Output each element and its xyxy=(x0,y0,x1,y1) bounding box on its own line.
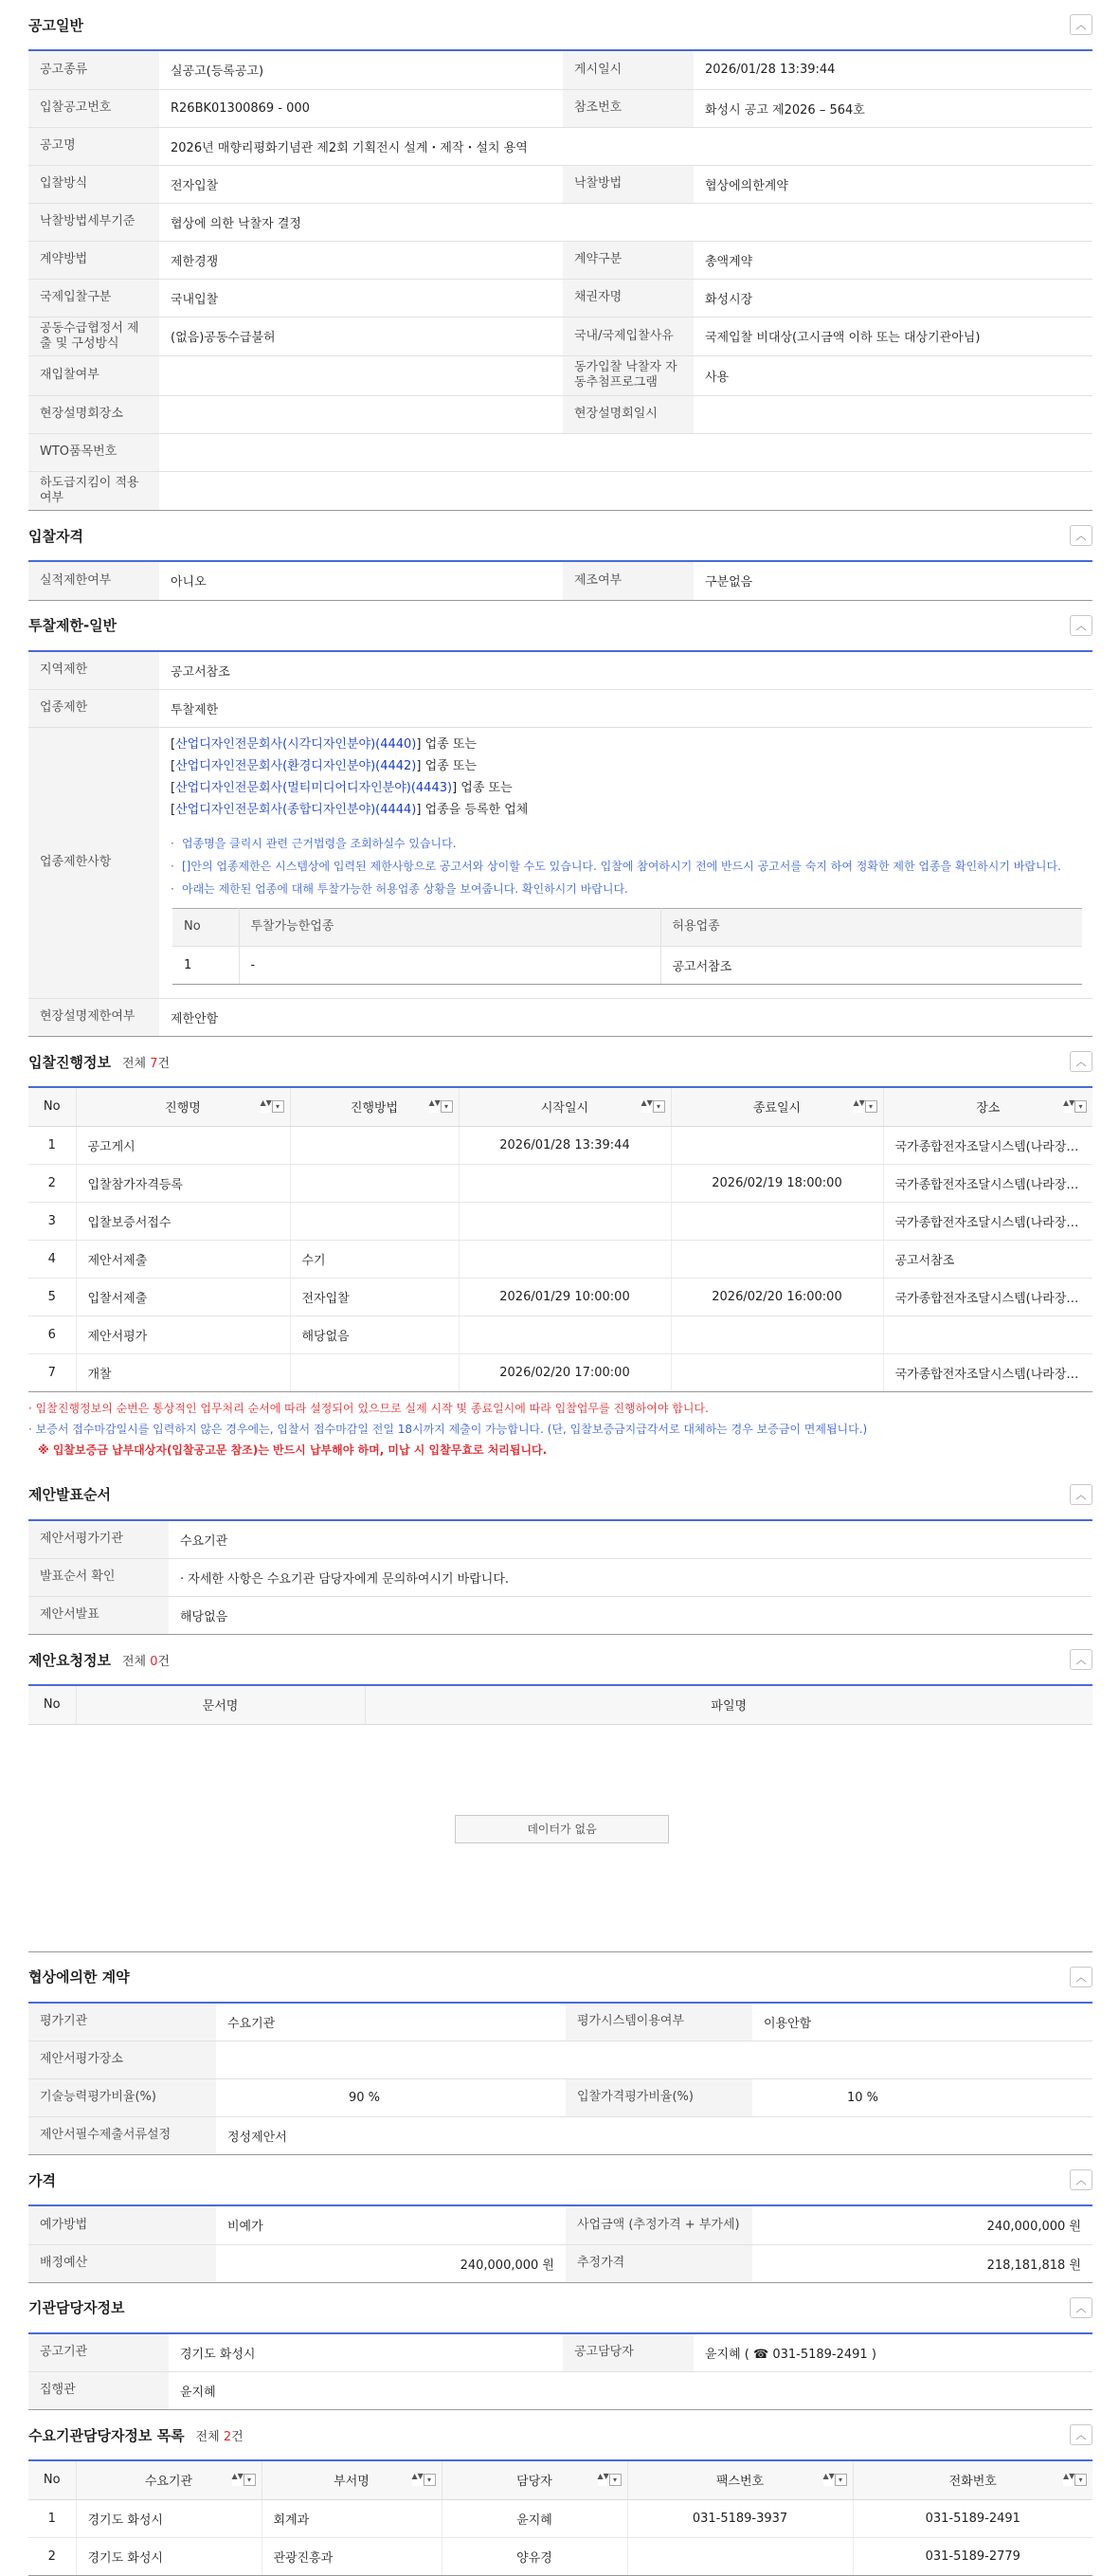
label: 입찰가격평가비율(%) xyxy=(566,2079,752,2117)
label: 현장설명회일시 xyxy=(563,395,694,433)
value: 실공고(등록공고) xyxy=(159,51,563,89)
value: 이용안함 xyxy=(752,2004,1092,2041)
section-request xyxy=(28,1635,1092,1952)
progress-notes xyxy=(28,1392,1092,1470)
label: 공고명 xyxy=(28,127,159,165)
industry-notes xyxy=(171,832,1081,900)
column-header: No xyxy=(172,909,239,947)
label: 제조여부 xyxy=(563,562,694,600)
label: 배정예산 xyxy=(28,2244,216,2282)
label: 현장설명회장소 xyxy=(28,395,159,433)
label: WTO품목번호 xyxy=(28,433,159,471)
cell: - xyxy=(239,947,660,985)
column-header[interactable]: 시작일시 ▲▼ ▾ xyxy=(459,1088,671,1126)
note: · 업종명을 클릭시 관련 근거법령을 조회하실수 있습니다. xyxy=(171,832,1081,855)
sort-icon: ▲▼ xyxy=(232,2474,242,2486)
value: 정성제안서 xyxy=(216,2117,1092,2155)
column-header[interactable]: 진행명 ▲▼ ▾ xyxy=(76,1088,290,1126)
table-row[interactable]: 5 입찰서제출 전자입찰 2026/01/29 10:00:00 2026/02/20 16:00:00 국가종합전자조달시스템(나라장… xyxy=(28,1278,1092,1315)
collapse-toggle[interactable] xyxy=(1070,615,1092,636)
label: 공동수급협정서 제출 및 구성방식 xyxy=(28,317,159,356)
filter-dropdown-icon: ▾ xyxy=(441,1100,453,1113)
officer-table xyxy=(28,2334,1092,2411)
column-header: No xyxy=(28,1088,76,1126)
collapse-toggle[interactable] xyxy=(1070,1051,1092,1072)
label: 업종제한 xyxy=(28,690,159,728)
collapse-toggle[interactable] xyxy=(1070,525,1092,546)
title-text: 제안요청정보 xyxy=(28,1651,111,1669)
qualification-table xyxy=(28,562,1092,601)
total-count: 전체 0건 xyxy=(121,1654,171,1669)
value: 10 % xyxy=(752,2079,1092,2117)
industry-link[interactable]: 산업디자인전문회사(환경디자인분야)(4442) xyxy=(175,759,417,773)
section-title: 기관담당자정보 xyxy=(28,2299,125,2316)
column-header[interactable]: 담당자 ▲▼ ▾ xyxy=(442,2461,627,2499)
sort-icon: ▲▼ xyxy=(1063,1100,1073,1113)
title-text: 입찰진행정보 xyxy=(28,1053,111,1071)
value: 비예가 xyxy=(216,2206,566,2244)
value: 국내입찰 xyxy=(159,279,563,317)
value: 218,181,818 원 xyxy=(752,2244,1092,2282)
chevron-up-icon: ︿ xyxy=(1075,2174,1087,2186)
negotiation-table xyxy=(28,2004,1092,2156)
label: 평가시스템이용여부 xyxy=(566,2004,752,2041)
value xyxy=(159,433,1092,471)
label: 추정가격 xyxy=(566,2244,752,2282)
section-officer xyxy=(28,2283,1092,2411)
value: 총액계약 xyxy=(694,241,1092,279)
collapse-toggle[interactable] xyxy=(1070,2297,1092,2318)
chevron-up-icon: ︿ xyxy=(1075,1056,1087,1068)
label: 동가입찰 낙찰자 자동추첨프로그램 xyxy=(563,356,694,396)
request-table xyxy=(28,1686,1092,1725)
value: R26BK01300869 - 000 xyxy=(159,89,563,127)
value xyxy=(159,356,563,396)
label: 입찰방식 xyxy=(28,165,159,203)
column-header: No xyxy=(28,2461,76,2499)
section-demand xyxy=(28,2410,1092,2576)
collapse-toggle[interactable] xyxy=(1070,14,1092,35)
note: · 아래는 제한된 업종에 대해 투찰가능한 허용업종 상황을 보여줍니다. 확인하시기 바랍니다. xyxy=(171,878,1081,900)
title-text: 수요기관담당자정보 목록 xyxy=(28,2426,185,2444)
value: 윤지혜 ( ☎ 031-5189-2491 ) xyxy=(694,2334,1092,2372)
value: 수요기관 xyxy=(169,1521,1092,1559)
section-title: 투찰제한-일반 xyxy=(28,617,117,634)
value: 국제입찰 비대상(고시금액 이하 또는 대상기관아님) xyxy=(694,317,1092,356)
label: 입찰공고번호 xyxy=(28,89,159,127)
label: 실적제한여부 xyxy=(28,562,159,600)
value xyxy=(216,2041,1092,2079)
filter-dropdown-icon: ▾ xyxy=(835,2474,847,2486)
chevron-up-icon: ︿ xyxy=(1075,619,1087,632)
collapse-toggle[interactable] xyxy=(1070,2169,1092,2190)
column-header[interactable]: 장소 ▲▼ ▾ xyxy=(883,1088,1092,1126)
industry-detail xyxy=(159,728,1092,999)
note: · 입찰진행정보의 순번은 통상적인 업무처리 순서에 따라 설정되어 있으므로 실제 시작 및 종료일시에 따라 입찰업무를 진행하여야 합니다. xyxy=(28,1401,709,1415)
section-title xyxy=(28,2425,244,2445)
sort-icon: ▲▼ xyxy=(1063,2474,1073,2486)
label: 참조번호 xyxy=(563,89,694,127)
section-title: 입찰자격 xyxy=(28,527,83,545)
industry-line: [산업디자인전문회사(멀티미디어디자인분야)(4443)] 업종 또는 xyxy=(171,781,513,795)
industry-link[interactable]: 산업디자인전문회사(멀티미디어디자인분야)(4443) xyxy=(175,781,453,795)
section-title: 가격 xyxy=(28,2171,56,2189)
column-header[interactable]: 전화번호 ▲▼ ▾ xyxy=(853,2461,1092,2499)
column-header: 투찰가능한업종 xyxy=(239,909,660,947)
section-title xyxy=(28,1650,170,1670)
value: 제한안함 xyxy=(159,999,1092,1037)
column-header[interactable]: 부서명 ▲▼ ▾ xyxy=(262,2461,442,2499)
chevron-up-icon: ︿ xyxy=(1075,2301,1087,2314)
label: 집행관 xyxy=(28,2372,169,2410)
value: 공고서참조 xyxy=(159,652,1092,690)
table-row[interactable]: 4 제안서제출 수기 공고서참조 xyxy=(28,1240,1092,1278)
sort-icon: ▲▼ xyxy=(823,2474,833,2486)
label: 예가방법 xyxy=(28,2206,216,2244)
table-row[interactable]: 2 경기도 화성시 관광진흥과 양유경 031-5189-2779 xyxy=(28,2537,1092,2575)
section-title: 제안발표순서 xyxy=(28,1486,111,1503)
presentation-table xyxy=(28,1521,1092,1636)
value xyxy=(694,395,1092,433)
chevron-up-icon: ︿ xyxy=(1075,1488,1087,1501)
section-negotiation xyxy=(28,1952,1092,2156)
label: 국제입찰구분 xyxy=(28,279,159,317)
sort-icon: ▲▼ xyxy=(641,1100,651,1113)
column-header[interactable]: 팩스번호 ▲▼ ▾ xyxy=(627,2461,853,2499)
value: 해당없음 xyxy=(169,1597,1092,1635)
label: 공고담당자 xyxy=(563,2334,694,2372)
column-header[interactable]: 종료일시 ▲▼ ▾ xyxy=(671,1088,883,1126)
label: 제안서필수제출서류설정 xyxy=(28,2117,216,2155)
label: 재입찰여부 xyxy=(28,356,159,396)
industry-line: [산업디자인전문회사(환경디자인분야)(4442)] 업종 또는 xyxy=(171,759,477,773)
filter-dropdown-icon: ▾ xyxy=(424,2474,436,2486)
filter-dropdown-icon: ▾ xyxy=(272,1100,284,1113)
value: 투찰제한 xyxy=(159,690,1092,728)
total-count: 전체 2건 xyxy=(195,2429,244,2444)
value: 협상에 의한 낙찰자 결정 xyxy=(159,203,1092,241)
section-title: 공고일반 xyxy=(28,16,83,34)
label: 낙찰방법세부기준 xyxy=(28,203,159,241)
column-header: No xyxy=(28,1686,76,1724)
value: 경기도 화성시 xyxy=(169,2334,563,2372)
no-data-message: 데이터가 없음 xyxy=(455,1815,669,1843)
table-row[interactable]: 1 경기도 화성시 회계과 윤지혜 031-5189-3937 031-5189-2491 xyxy=(28,2499,1092,2537)
section-progress xyxy=(28,1037,1092,1470)
value: 윤지혜 xyxy=(169,2372,1092,2410)
filter-dropdown-icon: ▾ xyxy=(865,1100,877,1113)
value: 전자입찰 xyxy=(159,165,563,203)
chevron-up-icon: ︿ xyxy=(1075,1654,1087,1666)
section-restriction xyxy=(28,601,1092,1038)
filter-dropdown-icon: ▾ xyxy=(1074,1100,1087,1113)
filter-dropdown-icon: ▾ xyxy=(609,2474,622,2486)
column-header[interactable]: 수요기관 ▲▼ ▾ xyxy=(76,2461,262,2499)
label: 하도급지킴이 적용여부 xyxy=(28,471,159,511)
column-header: 파일명 xyxy=(365,1686,1092,1724)
value: 사용 xyxy=(694,356,1092,396)
collapse-toggle[interactable] xyxy=(1070,1484,1092,1505)
sort-icon: ▲▼ xyxy=(429,1100,439,1113)
restriction-table xyxy=(28,652,1092,1038)
value: · 자세한 사항은 수요기관 담당자에게 문의하여시기 바랍니다. xyxy=(169,1559,1092,1597)
note: · []안의 업종제한은 시스템상에 입력된 제한사항으로 공고서와 상이할 수도 있습니다. 입찰에 참여하시기 전에 반드시 공고서를 숙지 하여 정확한 제한 업종을 확인하시기 바랍니다. xyxy=(171,855,1081,878)
label: 현장설명제한여부 xyxy=(28,999,159,1037)
value: 2026/01/28 13:39:44 xyxy=(694,51,1092,89)
sort-icon: ▲▼ xyxy=(261,1100,270,1113)
label: 제안서발표 xyxy=(28,1597,169,1635)
value: 화성시장 xyxy=(694,279,1092,317)
table-row[interactable]: 7 개찰 2026/02/20 17:00:00 국가종합전자조달시스템(나라장… xyxy=(28,1353,1092,1391)
label: 게시일시 xyxy=(563,51,694,89)
label: 제안서평가장소 xyxy=(28,2041,216,2079)
filter-dropdown-icon: ▾ xyxy=(244,2474,256,2486)
industry-link[interactable]: 산업디자인전문회사(종합디자인분야)(4444) xyxy=(175,803,417,817)
table-row[interactable]: 1 공고게시 2026/01/28 13:39:44 국가종합전자조달시스템(나라장… xyxy=(28,1126,1092,1164)
general-table xyxy=(28,51,1092,511)
section-title xyxy=(28,1052,170,1072)
table-row[interactable]: 2 입찰참가자격등록 2026/02/19 18:00:00 국가종합전자조달시스템(나라장… xyxy=(28,1164,1092,1202)
label: 국내/국제입찰사유 xyxy=(563,317,694,356)
label: 평가기관 xyxy=(28,2004,216,2041)
value: 240,000,000 원 xyxy=(216,2244,566,2282)
label: 공고종류 xyxy=(28,51,159,89)
collapse-toggle[interactable] xyxy=(1070,1649,1092,1670)
notice-title: 2026년 매향리평화기념관 제2회 기획전시 설계・제작・설치 용역 xyxy=(159,127,1092,165)
label: 계약방법 xyxy=(28,241,159,279)
industry-link[interactable]: 산업디자인전문회사(시각디자인분야)(4440) xyxy=(175,737,417,752)
industry-line: [산업디자인전문회사(시각디자인분야)(4440)] 업종 또는 xyxy=(171,737,477,752)
value xyxy=(159,471,1092,511)
section-presentation xyxy=(28,1470,1092,1636)
progress-table xyxy=(28,1088,1092,1392)
column-header[interactable]: 진행방법 ▲▼ ▾ xyxy=(290,1088,459,1126)
table-row[interactable]: 6 제안서평가 해당없음 xyxy=(28,1315,1092,1353)
chevron-up-icon: ︿ xyxy=(1075,2429,1087,2441)
section-price xyxy=(28,2155,1092,2283)
sort-icon: ▲▼ xyxy=(854,1100,863,1113)
cell: 공고서참조 xyxy=(660,947,1082,985)
value: 아니오 xyxy=(159,562,563,600)
note: ※ 입찰보증금 납부대상자(입찰공고문 참조)는 반드시 납부해야 하며, 미납 시 입찰무효로 처리됩니다. xyxy=(38,1442,548,1457)
section-general xyxy=(28,0,1092,511)
label: 기술능력평가비율(%) xyxy=(28,2079,216,2117)
label: 계약구분 xyxy=(563,241,694,279)
value: 화성시 공고 제2026 – 564호 xyxy=(694,89,1092,127)
industry-line: [산업디자인전문회사(종합디자인분야)(4444)] 업종을 등록한 업체 xyxy=(171,803,529,817)
sort-icon: ▲▼ xyxy=(598,2474,607,2486)
value: 90 % xyxy=(216,2079,566,2117)
label: 낙찰방법 xyxy=(563,165,694,203)
value: 협상에의한계약 xyxy=(694,165,1092,203)
value: 제한경쟁 xyxy=(159,241,563,279)
empty-area xyxy=(28,1725,1092,1952)
table-row[interactable]: 3 입찰보증서접수 국가종합전자조달시스템(나라장… xyxy=(28,1202,1092,1240)
value: 수요기관 xyxy=(216,2004,566,2041)
value: 240,000,000 원 xyxy=(752,2206,1092,2244)
chevron-up-icon: ︿ xyxy=(1075,1970,1087,1984)
label: 업종제한사항 xyxy=(28,728,159,999)
collapse-toggle[interactable] xyxy=(1070,2424,1092,2445)
filter-dropdown-icon: ▾ xyxy=(653,1100,665,1113)
value: (없음)공동수급불허 xyxy=(159,317,563,356)
note: · 보증서 접수마감일시를 입력하지 않은 경우에는, 입찰서 접수마감일 전일 18시까지 제출이 가능합니다. (단, 입찰보증금지급각서로 대체하는 경우 보증금이 면제됩니다.) xyxy=(28,1422,868,1436)
label: 제안서평가기관 xyxy=(28,1521,169,1559)
column-header: 허용업종 xyxy=(660,909,1082,947)
label: 사업금액 (추정가격 + 부가세) xyxy=(566,2206,752,2244)
value: 구분없음 xyxy=(694,562,1092,600)
column-header: 문서명 xyxy=(76,1686,365,1724)
demand-table xyxy=(28,2461,1092,2576)
total-count: 전체 7건 xyxy=(121,1056,171,1071)
filter-dropdown-icon: ▾ xyxy=(1074,2474,1087,2486)
value xyxy=(159,395,563,433)
chevron-up-icon: ︿ xyxy=(1075,530,1087,542)
section-qualification xyxy=(28,511,1092,601)
cell: 1 xyxy=(172,947,239,985)
label: 공고기관 xyxy=(28,2334,169,2372)
price-table xyxy=(28,2206,1092,2283)
label: 발표순서 확인 xyxy=(28,1559,169,1597)
chevron-up-icon: ︿ xyxy=(1075,19,1087,31)
allowed-industry-table xyxy=(172,908,1082,985)
collapse-toggle[interactable] xyxy=(1070,1967,1092,1987)
sort-icon: ▲▼ xyxy=(412,2474,422,2486)
label: 채권자명 xyxy=(563,279,694,317)
section-title: 협상에의한 계약 xyxy=(28,1968,130,1986)
label: 지역제한 xyxy=(28,652,159,690)
